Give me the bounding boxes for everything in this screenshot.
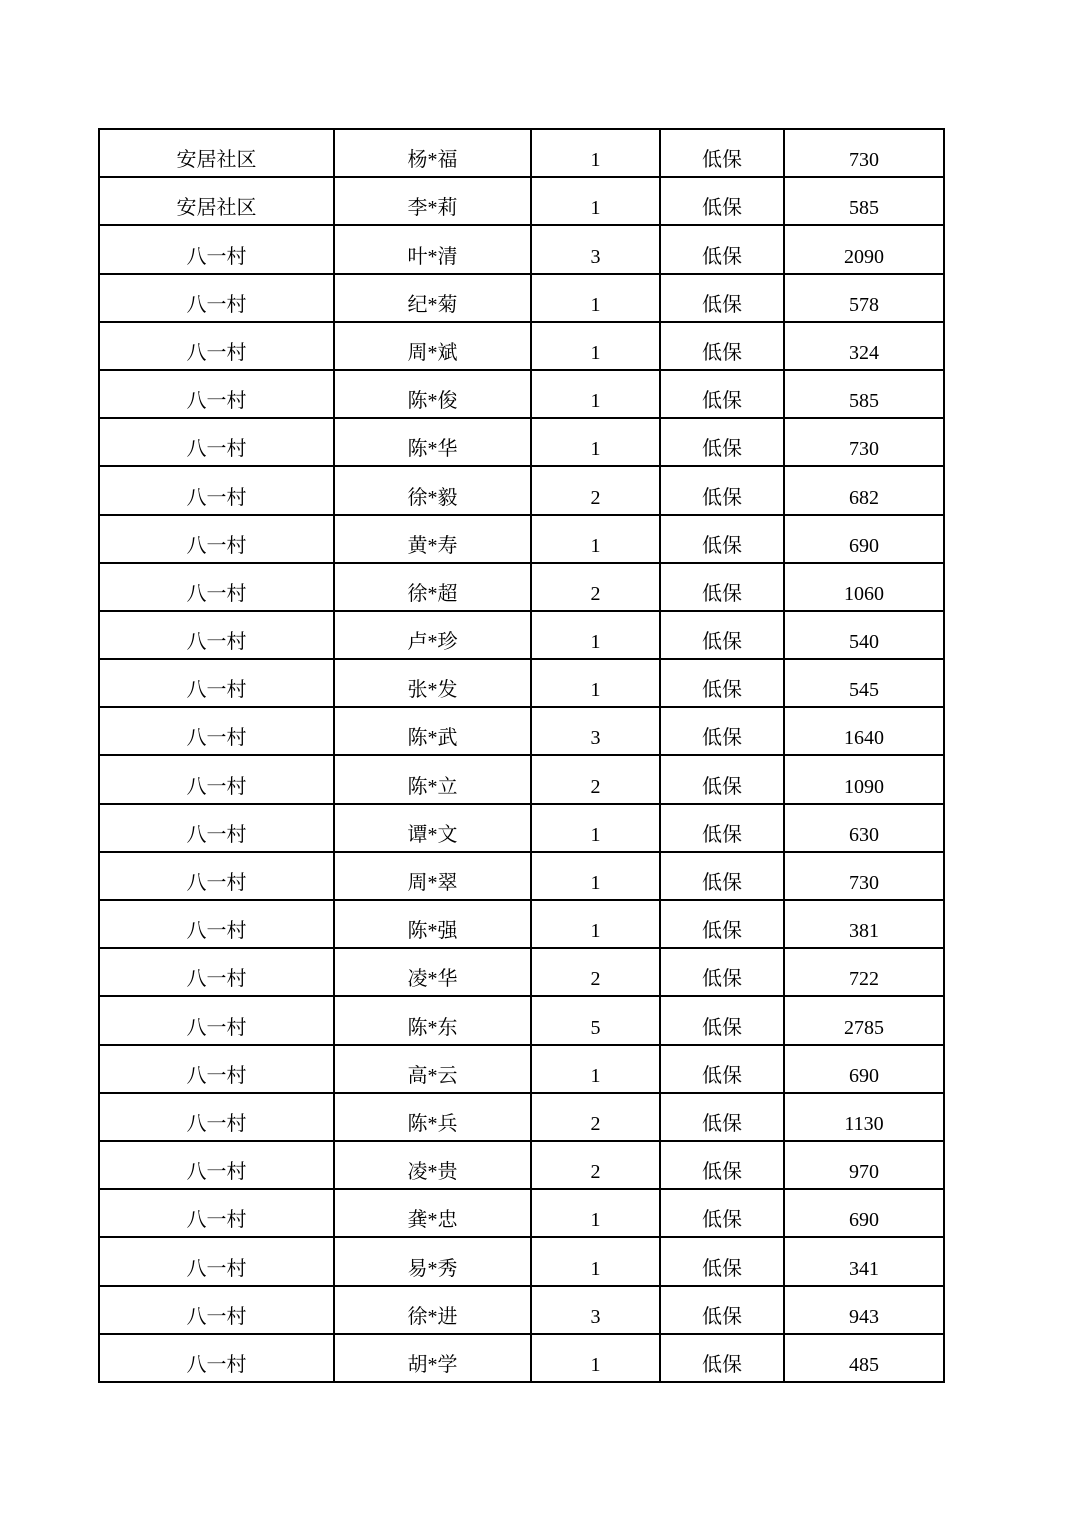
cell-amount: 585 (784, 177, 944, 225)
cell-name: 卢*珍 (334, 611, 531, 659)
cell-amount: 324 (784, 322, 944, 370)
cell-household-size: 1 (531, 1237, 660, 1285)
cell-household-size: 1 (531, 1189, 660, 1237)
cell-community: 八一村 (99, 755, 334, 803)
cell-amount: 1060 (784, 563, 944, 611)
cell-amount: 730 (784, 852, 944, 900)
table-row (99, 900, 944, 948)
cell-amount: 1130 (784, 1093, 944, 1141)
table-row (99, 563, 944, 611)
cell-community: 安居社区 (99, 177, 334, 225)
cell-assistance-type: 低保 (660, 1189, 784, 1237)
table-row (99, 804, 944, 852)
table-row (99, 659, 944, 707)
cell-amount: 485 (784, 1334, 944, 1382)
cell-name: 龚*忠 (334, 1189, 531, 1237)
cell-household-size: 2 (531, 1093, 660, 1141)
cell-household-size: 1 (531, 1334, 660, 1382)
cell-assistance-type: 低保 (660, 322, 784, 370)
cell-assistance-type: 低保 (660, 225, 784, 273)
cell-amount: 943 (784, 1286, 944, 1334)
cell-name: 凌*华 (334, 948, 531, 996)
cell-household-size: 1 (531, 370, 660, 418)
cell-name: 纪*菊 (334, 274, 531, 322)
cell-assistance-type: 低保 (660, 900, 784, 948)
cell-assistance-type: 低保 (660, 755, 784, 803)
cell-assistance-type: 低保 (660, 1286, 784, 1334)
cell-assistance-type: 低保 (660, 515, 784, 563)
cell-assistance-type: 低保 (660, 466, 784, 514)
cell-community: 八一村 (99, 1286, 334, 1334)
cell-name: 张*发 (334, 659, 531, 707)
cell-amount: 630 (784, 804, 944, 852)
table-row (99, 322, 944, 370)
cell-name: 谭*文 (334, 804, 531, 852)
cell-name: 李*莉 (334, 177, 531, 225)
cell-assistance-type: 低保 (660, 563, 784, 611)
cell-amount: 690 (784, 1045, 944, 1093)
cell-assistance-type: 低保 (660, 1045, 784, 1093)
cell-assistance-type: 低保 (660, 370, 784, 418)
cell-name: 徐*进 (334, 1286, 531, 1334)
cell-household-size: 2 (531, 948, 660, 996)
cell-community: 安居社区 (99, 129, 334, 177)
cell-name: 高*云 (334, 1045, 531, 1093)
table-row (99, 129, 944, 177)
cell-amount: 730 (784, 129, 944, 177)
cell-community: 八一村 (99, 322, 334, 370)
table-row (99, 370, 944, 418)
cell-amount: 690 (784, 1189, 944, 1237)
cell-assistance-type: 低保 (660, 1334, 784, 1382)
cell-community: 八一村 (99, 563, 334, 611)
cell-household-size: 2 (531, 1141, 660, 1189)
cell-community: 八一村 (99, 1334, 334, 1382)
cell-community: 八一村 (99, 418, 334, 466)
cell-community: 八一村 (99, 948, 334, 996)
cell-name: 陈*强 (334, 900, 531, 948)
table-row (99, 418, 944, 466)
cell-community: 八一村 (99, 225, 334, 273)
cell-name: 黄*寿 (334, 515, 531, 563)
cell-household-size: 1 (531, 611, 660, 659)
cell-name: 周*斌 (334, 322, 531, 370)
cell-community: 八一村 (99, 996, 334, 1044)
table-row (99, 1141, 944, 1189)
cell-community: 八一村 (99, 466, 334, 514)
cell-assistance-type: 低保 (660, 948, 784, 996)
cell-household-size: 2 (531, 755, 660, 803)
subsidy-table (98, 128, 945, 1383)
cell-assistance-type: 低保 (660, 852, 784, 900)
cell-name: 陈*东 (334, 996, 531, 1044)
cell-name: 杨*福 (334, 129, 531, 177)
cell-community: 八一村 (99, 1189, 334, 1237)
cell-amount: 1640 (784, 707, 944, 755)
cell-household-size: 3 (531, 225, 660, 273)
table-row (99, 1189, 944, 1237)
cell-assistance-type: 低保 (660, 129, 784, 177)
cell-amount: 540 (784, 611, 944, 659)
cell-community: 八一村 (99, 611, 334, 659)
cell-household-size: 5 (531, 996, 660, 1044)
cell-community: 八一村 (99, 515, 334, 563)
cell-assistance-type: 低保 (660, 659, 784, 707)
cell-amount: 2785 (784, 996, 944, 1044)
table-row (99, 225, 944, 273)
cell-amount: 2090 (784, 225, 944, 273)
table-row (99, 274, 944, 322)
cell-name: 陈*兵 (334, 1093, 531, 1141)
cell-assistance-type: 低保 (660, 804, 784, 852)
table-row (99, 1334, 944, 1382)
table-row (99, 948, 944, 996)
cell-assistance-type: 低保 (660, 1093, 784, 1141)
cell-name: 陈*立 (334, 755, 531, 803)
cell-name: 徐*毅 (334, 466, 531, 514)
cell-community: 八一村 (99, 370, 334, 418)
cell-amount: 341 (784, 1237, 944, 1285)
cell-assistance-type: 低保 (660, 177, 784, 225)
cell-amount: 722 (784, 948, 944, 996)
cell-amount: 970 (784, 1141, 944, 1189)
cell-household-size: 1 (531, 900, 660, 948)
cell-household-size: 1 (531, 804, 660, 852)
table-row (99, 996, 944, 1044)
cell-amount: 585 (784, 370, 944, 418)
table-row (99, 1237, 944, 1285)
cell-community: 八一村 (99, 1141, 334, 1189)
cell-amount: 381 (784, 900, 944, 948)
cell-household-size: 1 (531, 418, 660, 466)
table-row (99, 1093, 944, 1141)
cell-assistance-type: 低保 (660, 1237, 784, 1285)
cell-assistance-type: 低保 (660, 707, 784, 755)
table-row (99, 1286, 944, 1334)
table-row (99, 1045, 944, 1093)
cell-amount: 1090 (784, 755, 944, 803)
cell-household-size: 1 (531, 515, 660, 563)
table-row (99, 177, 944, 225)
cell-community: 八一村 (99, 900, 334, 948)
cell-name: 周*翠 (334, 852, 531, 900)
cell-household-size: 1 (531, 129, 660, 177)
cell-name: 易*秀 (334, 1237, 531, 1285)
cell-name: 陈*武 (334, 707, 531, 755)
cell-household-size: 3 (531, 707, 660, 755)
cell-household-size: 2 (531, 466, 660, 514)
cell-household-size: 1 (531, 659, 660, 707)
cell-household-size: 3 (531, 1286, 660, 1334)
cell-assistance-type: 低保 (660, 1141, 784, 1189)
cell-name: 陈*华 (334, 418, 531, 466)
table-row (99, 852, 944, 900)
cell-community: 八一村 (99, 1045, 334, 1093)
cell-amount: 578 (784, 274, 944, 322)
cell-name: 徐*超 (334, 563, 531, 611)
cell-assistance-type: 低保 (660, 996, 784, 1044)
table-row (99, 611, 944, 659)
cell-community: 八一村 (99, 1237, 334, 1285)
table-row (99, 707, 944, 755)
cell-assistance-type: 低保 (660, 274, 784, 322)
cell-assistance-type: 低保 (660, 418, 784, 466)
document-page (98, 128, 943, 1381)
cell-community: 八一村 (99, 659, 334, 707)
cell-community: 八一村 (99, 707, 334, 755)
table-row (99, 515, 944, 563)
cell-amount: 690 (784, 515, 944, 563)
cell-household-size: 1 (531, 274, 660, 322)
table-row (99, 466, 944, 514)
cell-community: 八一村 (99, 1093, 334, 1141)
cell-community: 八一村 (99, 804, 334, 852)
cell-amount: 682 (784, 466, 944, 514)
cell-name: 胡*学 (334, 1334, 531, 1382)
cell-name: 凌*贵 (334, 1141, 531, 1189)
cell-household-size: 1 (531, 177, 660, 225)
cell-household-size: 1 (531, 1045, 660, 1093)
table-row (99, 755, 944, 803)
cell-community: 八一村 (99, 852, 334, 900)
cell-household-size: 2 (531, 563, 660, 611)
cell-household-size: 1 (531, 852, 660, 900)
cell-name: 陈*俊 (334, 370, 531, 418)
cell-community: 八一村 (99, 274, 334, 322)
cell-amount: 545 (784, 659, 944, 707)
cell-assistance-type: 低保 (660, 611, 784, 659)
cell-amount: 730 (784, 418, 944, 466)
cell-household-size: 1 (531, 322, 660, 370)
cell-name: 叶*清 (334, 225, 531, 273)
